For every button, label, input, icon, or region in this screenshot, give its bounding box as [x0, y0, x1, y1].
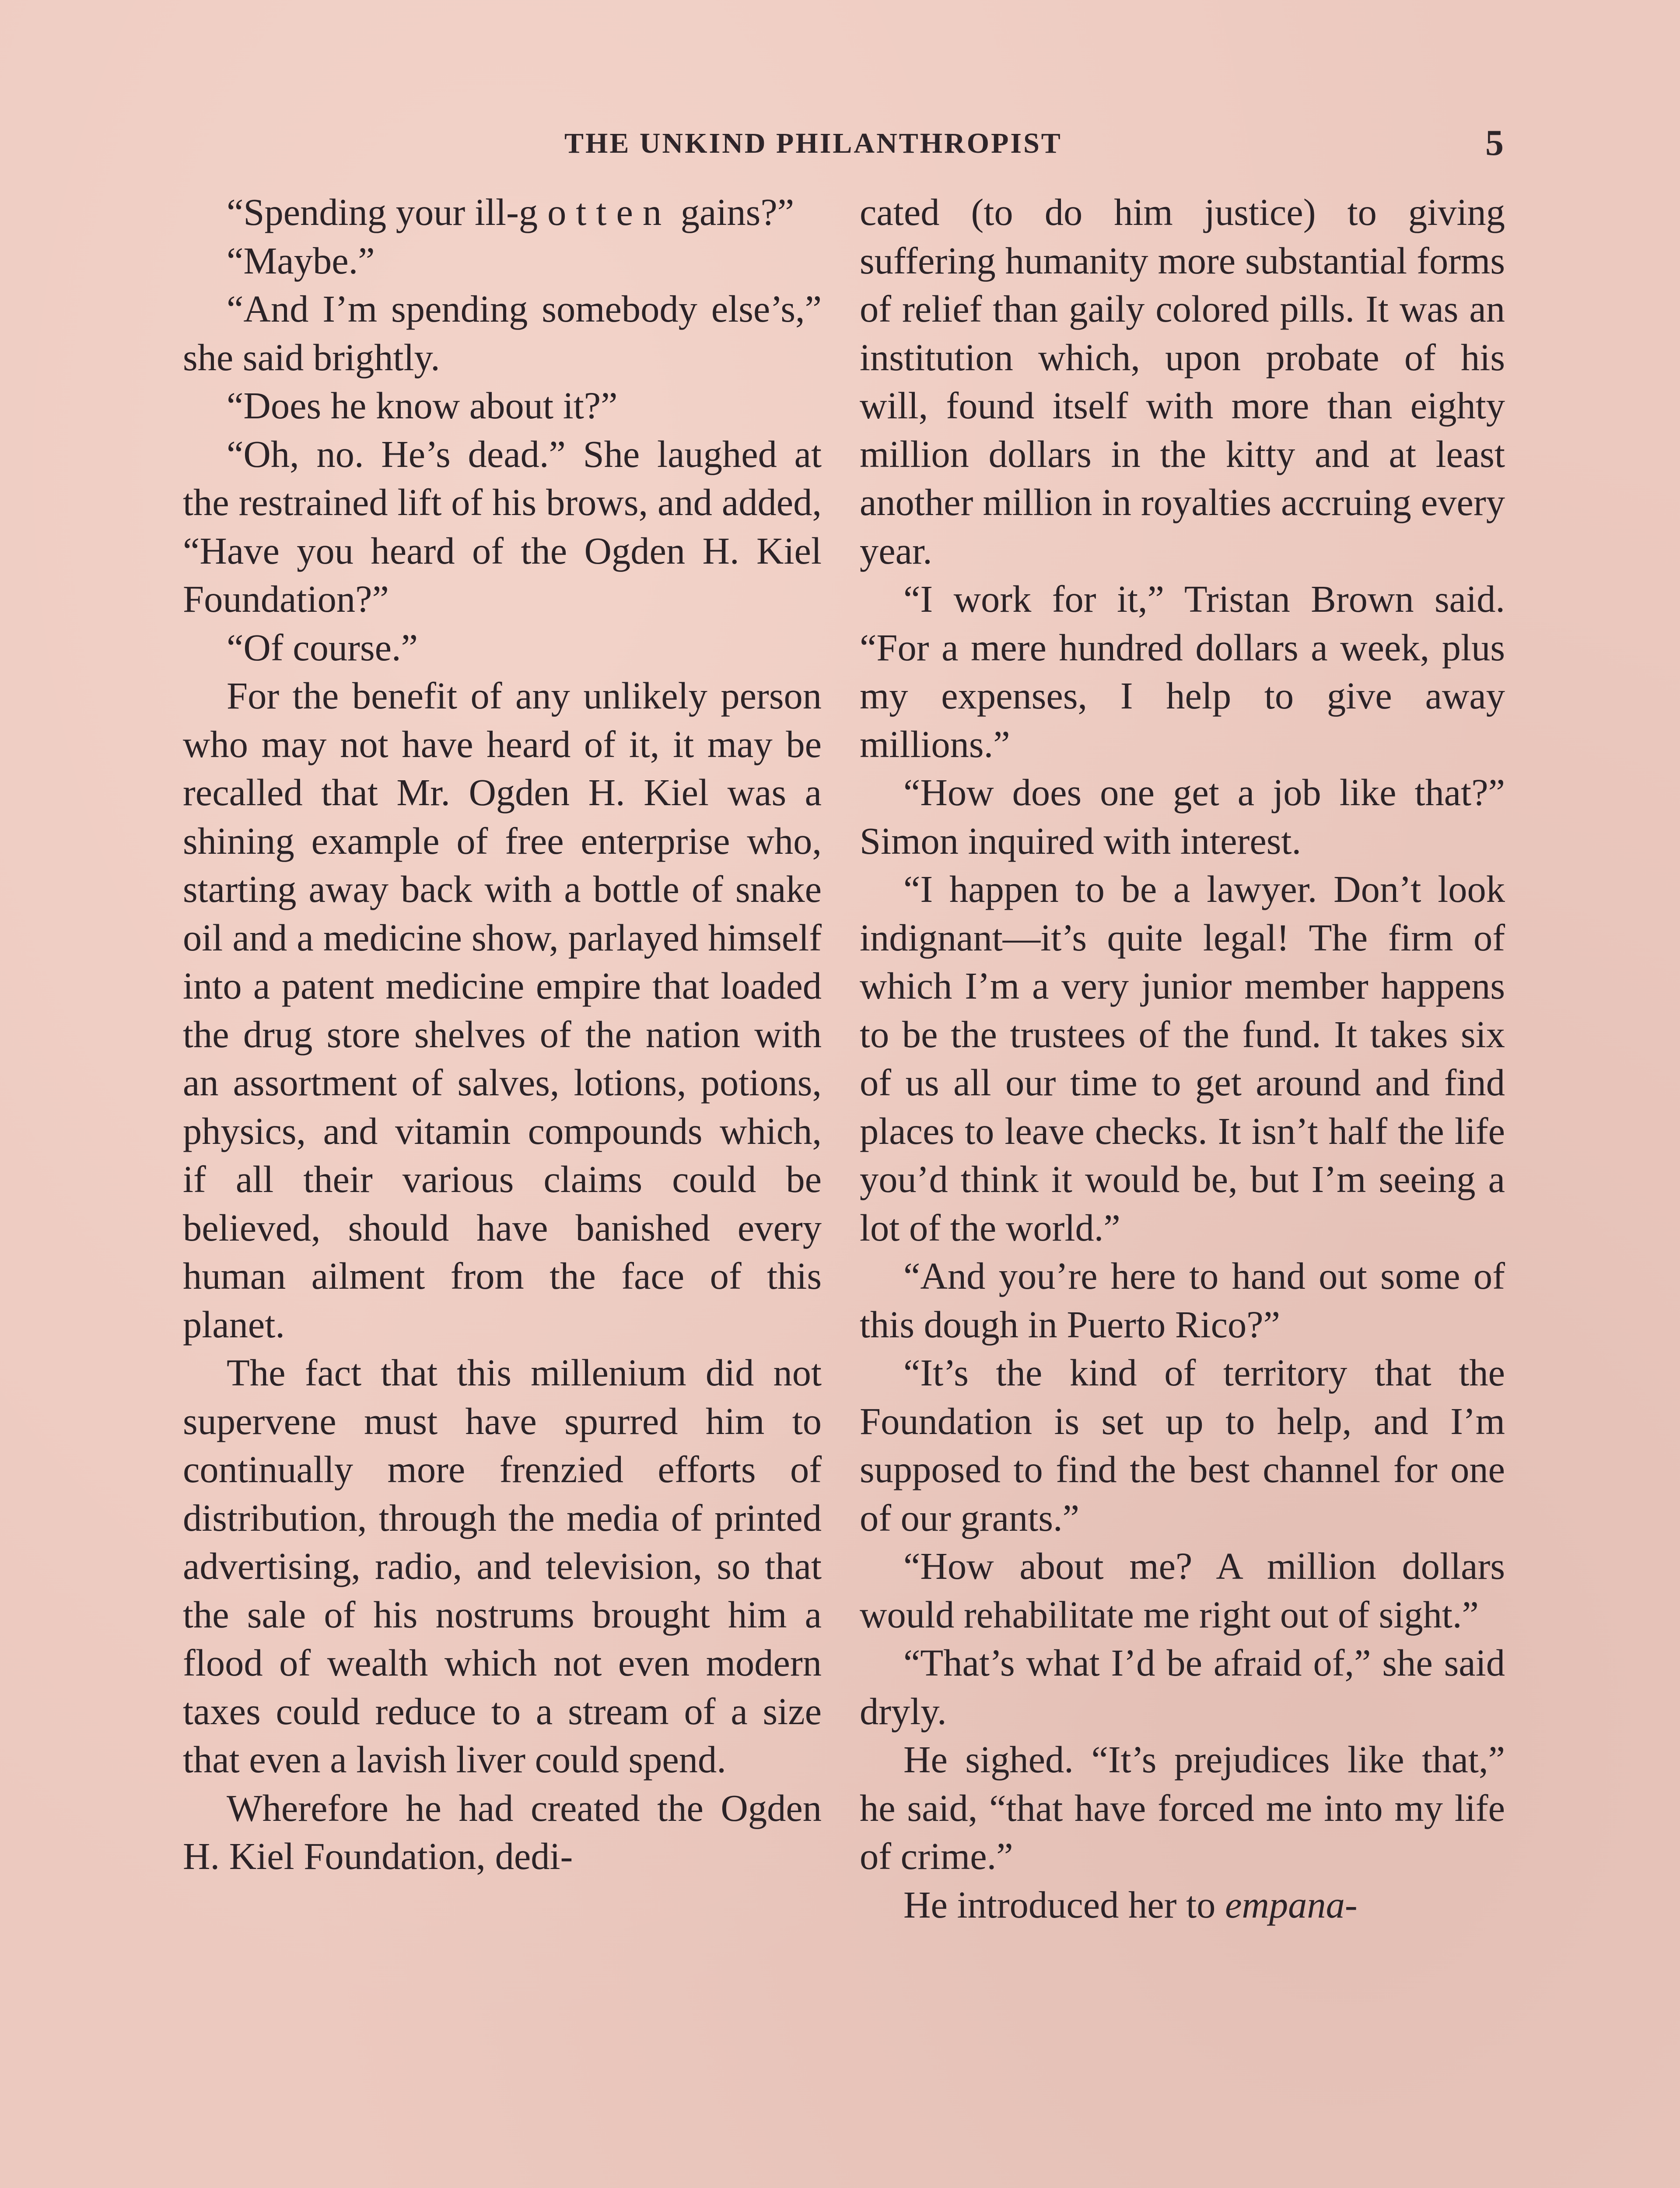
paragraph: “That’s what I’d be afraid of,” she said dryly.	[860, 1642, 1505, 1732]
page-number: 5	[1485, 123, 1504, 163]
paragraph: “Of course.”	[227, 626, 418, 669]
running-header: THE UNKIND PHILANTHROPIST	[564, 127, 1062, 159]
paragraph: “And you’re here to hand out some of this dough in Puerto Rico?”	[860, 1255, 1505, 1346]
paragraph: He introduced her to empana-	[903, 1883, 1358, 1926]
paragraph: “Spending your ill-gotten gains?”	[227, 191, 794, 233]
paragraph: “How does one get a job like that?” Simon inquired with interest.	[860, 771, 1505, 862]
paragraph: “Oh, no. He’s dead.” She laughed at the restrained lift of his brows, and added, “Have you heard of the Ogden H. Kiel Foundation?”	[183, 433, 822, 620]
paragraph: He sighed. “It’s prejudices like that,” he said, “that have forced me into my life of crime.”	[860, 1739, 1505, 1877]
right-column	[860, 188, 1505, 1929]
paragraph: “I work for it,” Tristan Brown said. “For a mere hundred dollars a week, plus my expenses, I help to give away millions.”	[860, 578, 1505, 765]
paragraph: “Does he know about it?”	[227, 385, 618, 427]
paragraph: “It’s the kind of territory that the Foundation is set up to help, and I’m supposed to find the best channel for one of our grants.”	[860, 1352, 1505, 1539]
paragraph: For the benefit of any unlikely person who may not have heard of it, it may be recalled that Mr. Ogden H. Kiel was a shining example of free enterprise who, starting away back with a bottle of snake oil and a medicine show, parlayed himself into a patent medicine empire that loaded the drug store shelves of the nation with an assortment of salves, lotions, potions, physics, and vitamin compounds which, if all their various claims could be believed, should have banished every human ailment from the face of this planet.	[183, 675, 822, 1346]
paragraph: “And I’m spending somebody else’s,” she said brightly.	[183, 288, 822, 379]
paragraph: Wherefore he had created the Ogden H. Kiel Foundation, dedi-	[183, 1787, 822, 1877]
paragraph: “How about me? A million dollars would rehabilitate me right out of sight.”	[860, 1545, 1505, 1636]
paragraph: “Maybe.”	[227, 239, 375, 282]
paragraph: cated (to do him justice) to giving suffering humanity more substantial forms of relief than gaily colored pills. It was an institution which, upon probate of his will, found itself with more than eighty million dollars in the kitty and at least another million in royalties accruing every year.	[860, 191, 1505, 572]
paragraph: The fact that this millenium did not supervene must have spurred him to continually more frenzied efforts of distribution, through the media of printed advertising, radio, and television, so that the sale of his nostrums brought him a flood of wealth which not even modern taxes could reduce to a stream of a size that even a lavish liver could spend.	[183, 1352, 822, 1781]
left-column	[183, 188, 822, 1881]
paragraph: “I happen to be a lawyer. Don’t look indignant—it’s quite legal! The firm of which I’m a very junior member happens to be the trustees of the fund. It takes six of us all our time to get around and find places to leave checks. It isn’t half the life you’d think it would be, but I’m seeing a lot of the world.”	[860, 868, 1505, 1249]
